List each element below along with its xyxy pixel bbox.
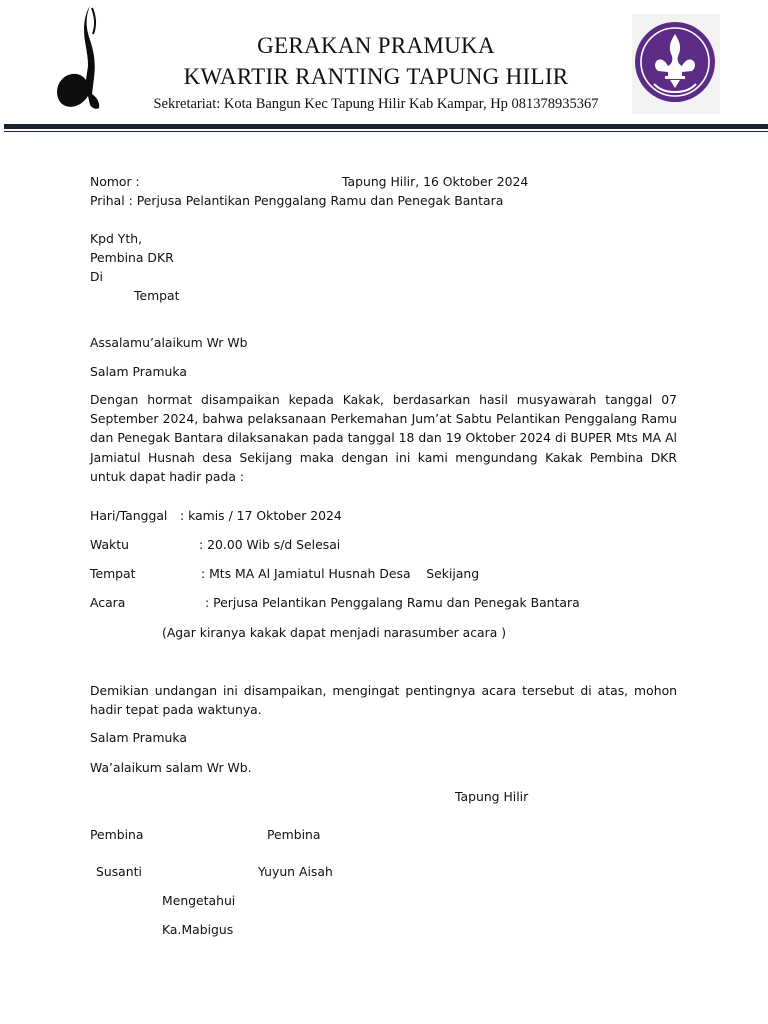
detail-value: : Mts MA Al Jamiatul Husnah Desa Sekijang — [201, 566, 480, 581]
greeting: Salam Pramuka — [90, 364, 187, 379]
recipient-line: Tempat — [134, 288, 180, 303]
place-date: Tapung Hilir, 16 Oktober 2024 — [342, 174, 529, 189]
org-name: GERAKAN PRAMUKA — [257, 33, 495, 58]
header-rule-thick — [4, 124, 768, 129]
signatory-name: Yuyun Aisah — [258, 864, 333, 879]
prihal: Prihal : Perjusa Pelantikan Penggalang Ramu dan Penegak Bantara — [90, 193, 504, 208]
closing-salam: Wa’alaikum salam Wr Wb. — [90, 760, 252, 775]
sign-place: Tapung Hilir — [455, 789, 529, 804]
closing-greeting: Salam Pramuka — [90, 730, 187, 745]
detail-value: : 20.00 Wib s/d Selesai — [199, 537, 341, 552]
closing-paragraph: Demikian undangan ini disampaikan, mengingat pentingnya acara tersebut di atas, mohon hadir tepat pada waktunya. — [90, 683, 677, 718]
detail-label: Hari/Tanggal — [90, 508, 168, 523]
signatory-role: Pembina — [267, 827, 321, 842]
detail-label: Tempat — [90, 566, 136, 581]
recipient-line: Kpd Yth, — [90, 231, 143, 246]
body-paragraph: Dengan hormat disampaikan kepada Kakak, berdasarkan hasil musyawarah tanggal 07 September 2024, bahwa pelaksanaan Perkemahan Jum’at Sabtu Pelantikan Penggalang Ramu dan Penegak Bantara dilaksanakan pada tanggal 18 dan 19 Oktober 2024 di BUPER Mts MA Al Jamiatul Husnah desa Sekijang maka dengan ini kami mengundang Kakak Pembina DKR untuk dapat hadir pada : — [90, 392, 677, 484]
acknowledge: Mengetahui — [162, 893, 236, 908]
detail-value: : kamis / 17 Oktober 2024 — [180, 508, 342, 523]
world-scout-emblem-icon — [632, 14, 720, 114]
signatory-name: Susanti — [96, 864, 142, 879]
nomor-label: Nomor : — [90, 174, 140, 189]
acknowledge-role: Ka.Mabigus — [162, 922, 234, 937]
detail-label: Acara — [90, 595, 126, 610]
header-rule-thin — [4, 131, 768, 132]
secretariat-address: Sekretariat: Kota Bangun Kec Tapung Hilir Kab Kampar, Hp 081378935367 — [153, 96, 599, 112]
note: (Agar kiranya kakak dapat menjadi narasumber acara ) — [162, 625, 507, 640]
recipient-line: Di — [90, 269, 103, 284]
signatory-role: Pembina — [90, 827, 144, 842]
detail-value: : Perjusa Pelantikan Penggalang Ramu dan Penegak Bantara — [205, 595, 580, 610]
greeting: Assalamu’alaikum Wr Wb — [90, 335, 248, 350]
recipient-line: Pembina DKR — [90, 250, 174, 265]
unit-name: KWARTIR RANTING TAPUNG HILIR — [183, 64, 569, 89]
detail-label: Waktu — [90, 537, 129, 552]
